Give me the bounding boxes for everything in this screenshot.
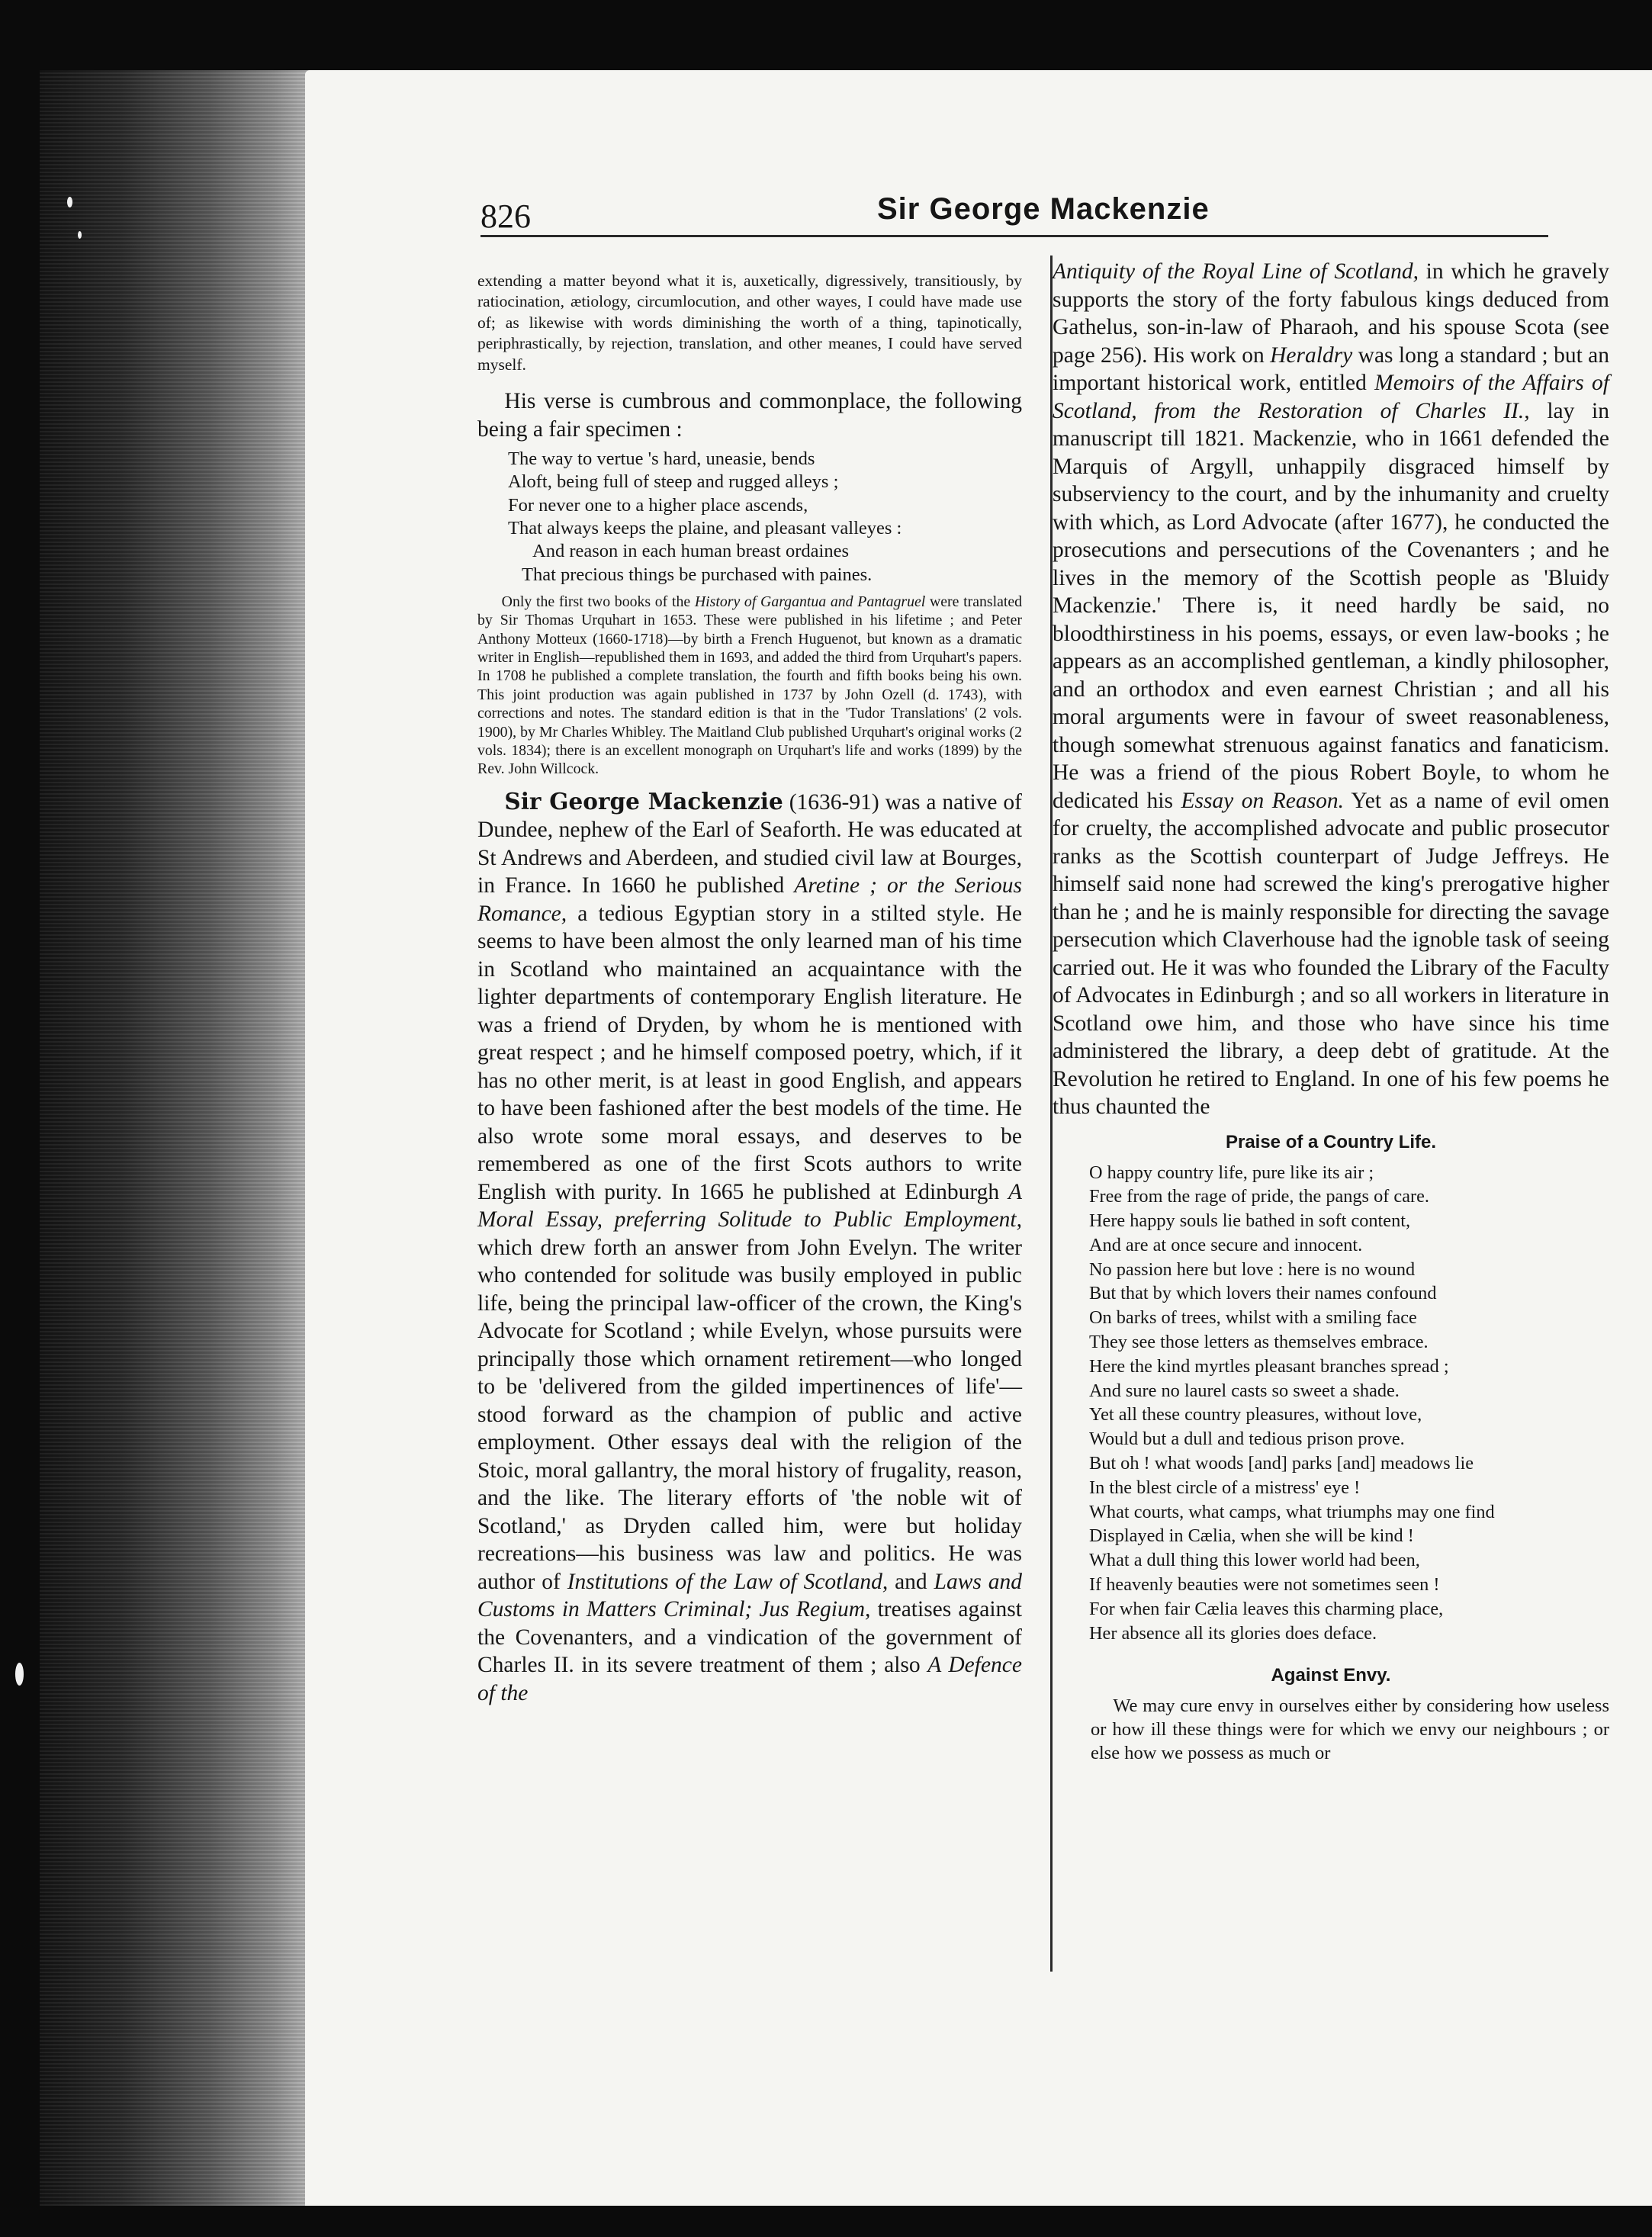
- poem-line: And sure no laurel casts so sweet a shade.: [1089, 1380, 1400, 1401]
- binding-speck: [15, 1663, 24, 1686]
- poem-line: Here the kind myrtles pleasant branches spread ;: [1089, 1355, 1449, 1377]
- mackenzie-biography: Sir George Mackenzie (1636-91) was a native of Dundee, nephew of the Earl of Seaforth. He was educated at St Andrews and Aberdeen, and studied civil law at Bourges, in France. In 1660 he published Aretine ; or the Serious Romance, a tedious Egyptian story in a stilted style. He seems to have been almost the only learned man of his time in Scotland who maintained an acquaintance with the lighter departments of contemporary English literature. He was a friend of Dryden, by whom he is mentioned with great respect ; and he himself composed poetry, which, if it has no other merit, is at least in good English, and appears to have been fashioned after the best models of the time. He also wrote some moral essays, and deserves to be remembered as one of the first Scots authors to write English with purity. In 1665 he published at Edinburgh A Moral Essay, preferring Solitude to Public Employment, which drew forth an answer from John Evelyn. The writer who contended for solitude was busily employed in public life, being the principal law-officer of the crown, the King's Advocate for Scotland ; while Evelyn, whose pursuits were principally those which ornament retirement—who longed to be 'delivered from the gilded impertinences of life'—stood forward as the champion of public and active employment. Other essays deal with the religion of the Stoic, moral gallantry, the moral history of frugality, reason, and the like. The literary efforts of 'the noble wit of Scotland,' as Dryden called him, were but holiday recreations—his business was law and politics. He was author of Institutions of the Law of Scotland, and Laws and Customs in Matters Criminal; Jus Regium, treatises against the Covenanters, and a vindication of the government of Charles II. in its severe treatment of them ; also A Defence of the: [477, 787, 1023, 1705]
- verse-line: That always keeps the plaine, and pleasant valleyes :: [508, 517, 902, 538]
- poem-line: In the blest circle of a mistress' eye !: [1089, 1477, 1361, 1498]
- verse-line: Aloft, being full of steep and rugged alleys ;: [508, 471, 839, 493]
- poem-line: And are at once secure and innocent.: [1089, 1234, 1363, 1255]
- poem-line: What courts, what camps, what triumphs may one find: [1089, 1501, 1495, 1522]
- right-column: [1053, 258, 1609, 1765]
- poem-line: For when fair Cælia leaves this charming place,: [1089, 1598, 1444, 1619]
- page-number: 826: [480, 198, 531, 235]
- left-column: [477, 271, 1022, 1707]
- poem-line: If heavenly beauties were not sometimes seen !: [1089, 1574, 1440, 1596]
- verse-line: For never one to a higher place ascends,: [508, 494, 808, 516]
- poem-line: Would but a dull and tedious prison prove.: [1089, 1429, 1405, 1450]
- binding-speck: [67, 197, 72, 207]
- poem-line: What a dull thing this lower world had been,: [1089, 1550, 1420, 1571]
- quotation-tail: extending a matter beyond what it is, auxetically, digressively, transitiously, by ratiocination, ætiology, circumlocution, and other wayes, I could have made use of; as likewise with words diminishing the worth of a thing, tapinotically, periphrastically, by rejection, translation, and other meanes, I could have served myself.: [477, 272, 1022, 374]
- poem-line: Yet all these country pleasures, without love,: [1089, 1404, 1422, 1425]
- verse-line: That precious things be purchased with paines.: [522, 564, 873, 585]
- poem-line: Here happy souls lie bathed in soft content,: [1089, 1210, 1411, 1232]
- poem-line: Free from the rage of pride, the pangs of care.: [1089, 1186, 1429, 1207]
- verse-line: And reason in each human breast ordaines: [532, 541, 849, 562]
- urquhart-note: Only the first two books of the History of Gargantua and Pantagruel were translated by Sir Thomas Urquhart in 1653. These were published in his lifetime ; and Peter Anthony Motteux (1660-1718)—by birth a French Huguenot, but known as a dramatic writer in English—republished them in 1693, and added the third from Urquhart's papers. In 1708 he published a complete translation, the fourth and fifth books being his own. This joint production was again published in 1737 by John Ozell (d. 1743), with corrections and notes. The standard edition is that in the 'Tudor Translations' (2 vols. 1900), by Mr Charles Whibley. The Maitland Club published Urquhart's original works (2 vols. 1834); there is an excellent monograph on Urquhart's life and works (1899) by the Rev. John Willcock.: [477, 593, 1023, 778]
- poem-line: O happy country life, pure like its air ;: [1089, 1162, 1374, 1183]
- poem-line: But oh ! what woods [and] parks [and] meadows lie: [1089, 1453, 1474, 1474]
- essay-title: Against Envy.: [1271, 1665, 1391, 1686]
- poem-title: Praise of a Country Life.: [1225, 1131, 1437, 1152]
- book-binding-edge: [40, 70, 314, 2206]
- poem-line: No passion here but love : here is no wound: [1089, 1258, 1416, 1280]
- poem-line: But that by which lovers their names confound: [1089, 1283, 1437, 1304]
- biography-continued: Antiquity of the Royal Line of Scotland, in which he gravely supports the story of the forty fabulous kings deduced from Gathelus, son-in-law of Pharaoh, and his spouse Scota (see page 256). His work on Heraldry was long a standard ; but an important historical work, entitled Memoirs of the Affairs of Scotland, from the Restoration of Charles II., lay in manuscript till 1821. Mackenzie, who in 1661 defended the Marquis of Argyll, unhappily disgraced himself by subserviency to the court, and by the inhumanity and cruelty with which, as Lord Advocate (after 1677), he conducted the prosecutions and persecutions of the Covenanters ; and he lives in the memory of the Scottish people as 'Bluidy Mackenzie.' There is, it need hardly be said, no bloodthirstiness in his poems, essays, or even law-books ; he appears as an accomplished gentleman, a kindly philosopher, and an orthodox and even earnest Christian ; and all his moral arguments were in favour of sweet reasonableness, though somewhat strenuous against fanatics and fanaticism. He was a friend of the pious Robert Boyle, to whom he dedicated his Essay on Reason. Yet as a name of evil omen for cruelty, the accomplished advocate and public prosecutor ranks as the Scottish counterpart of Judge Jeffreys. He himself said none had screwed the king's prerogative higher than he ; and he is mainly responsible for directing the savage persecution which Claverhouse had the ignoble task of seeing carried out. He it was who founded the Library of the Faculty of Advocates in Edinburgh ; and so all workers in literature in Scotland owe him, and those who have since his time administered the library, a deep debt of gratitude. At the Revolution he retired to England. In one of his few poems he thus chaunted the: [1053, 259, 1609, 1119]
- poem-line: Displayed in Cælia, when she will be kind !: [1089, 1525, 1414, 1547]
- verse-specimen: [508, 448, 1022, 587]
- binding-speck: [78, 231, 82, 239]
- poem-line: On barks of trees, whilst with a smiling face: [1089, 1307, 1417, 1329]
- poem-text: [1089, 1161, 1609, 1646]
- verse-intro: His verse is cumbrous and commonplace, the following being a fair specimen :: [477, 389, 1022, 442]
- header-rule: [480, 235, 1548, 237]
- verse-line: The way to vertue 's hard, uneasie, bends: [508, 448, 815, 470]
- poem-line: They see those letters as themselves embrace.: [1089, 1332, 1429, 1353]
- poem-line: Her absence all its glories does deface.: [1089, 1622, 1377, 1644]
- running-title: Sir George Mackenzie: [877, 192, 1210, 226]
- entry-heading: Sir George Mackenzie: [504, 787, 783, 815]
- essay-text: We may cure envy in ourselves either by considering how useless or how ill these things were for which we envy our neighbours ; or else how we possess as much or: [1091, 1695, 1609, 1764]
